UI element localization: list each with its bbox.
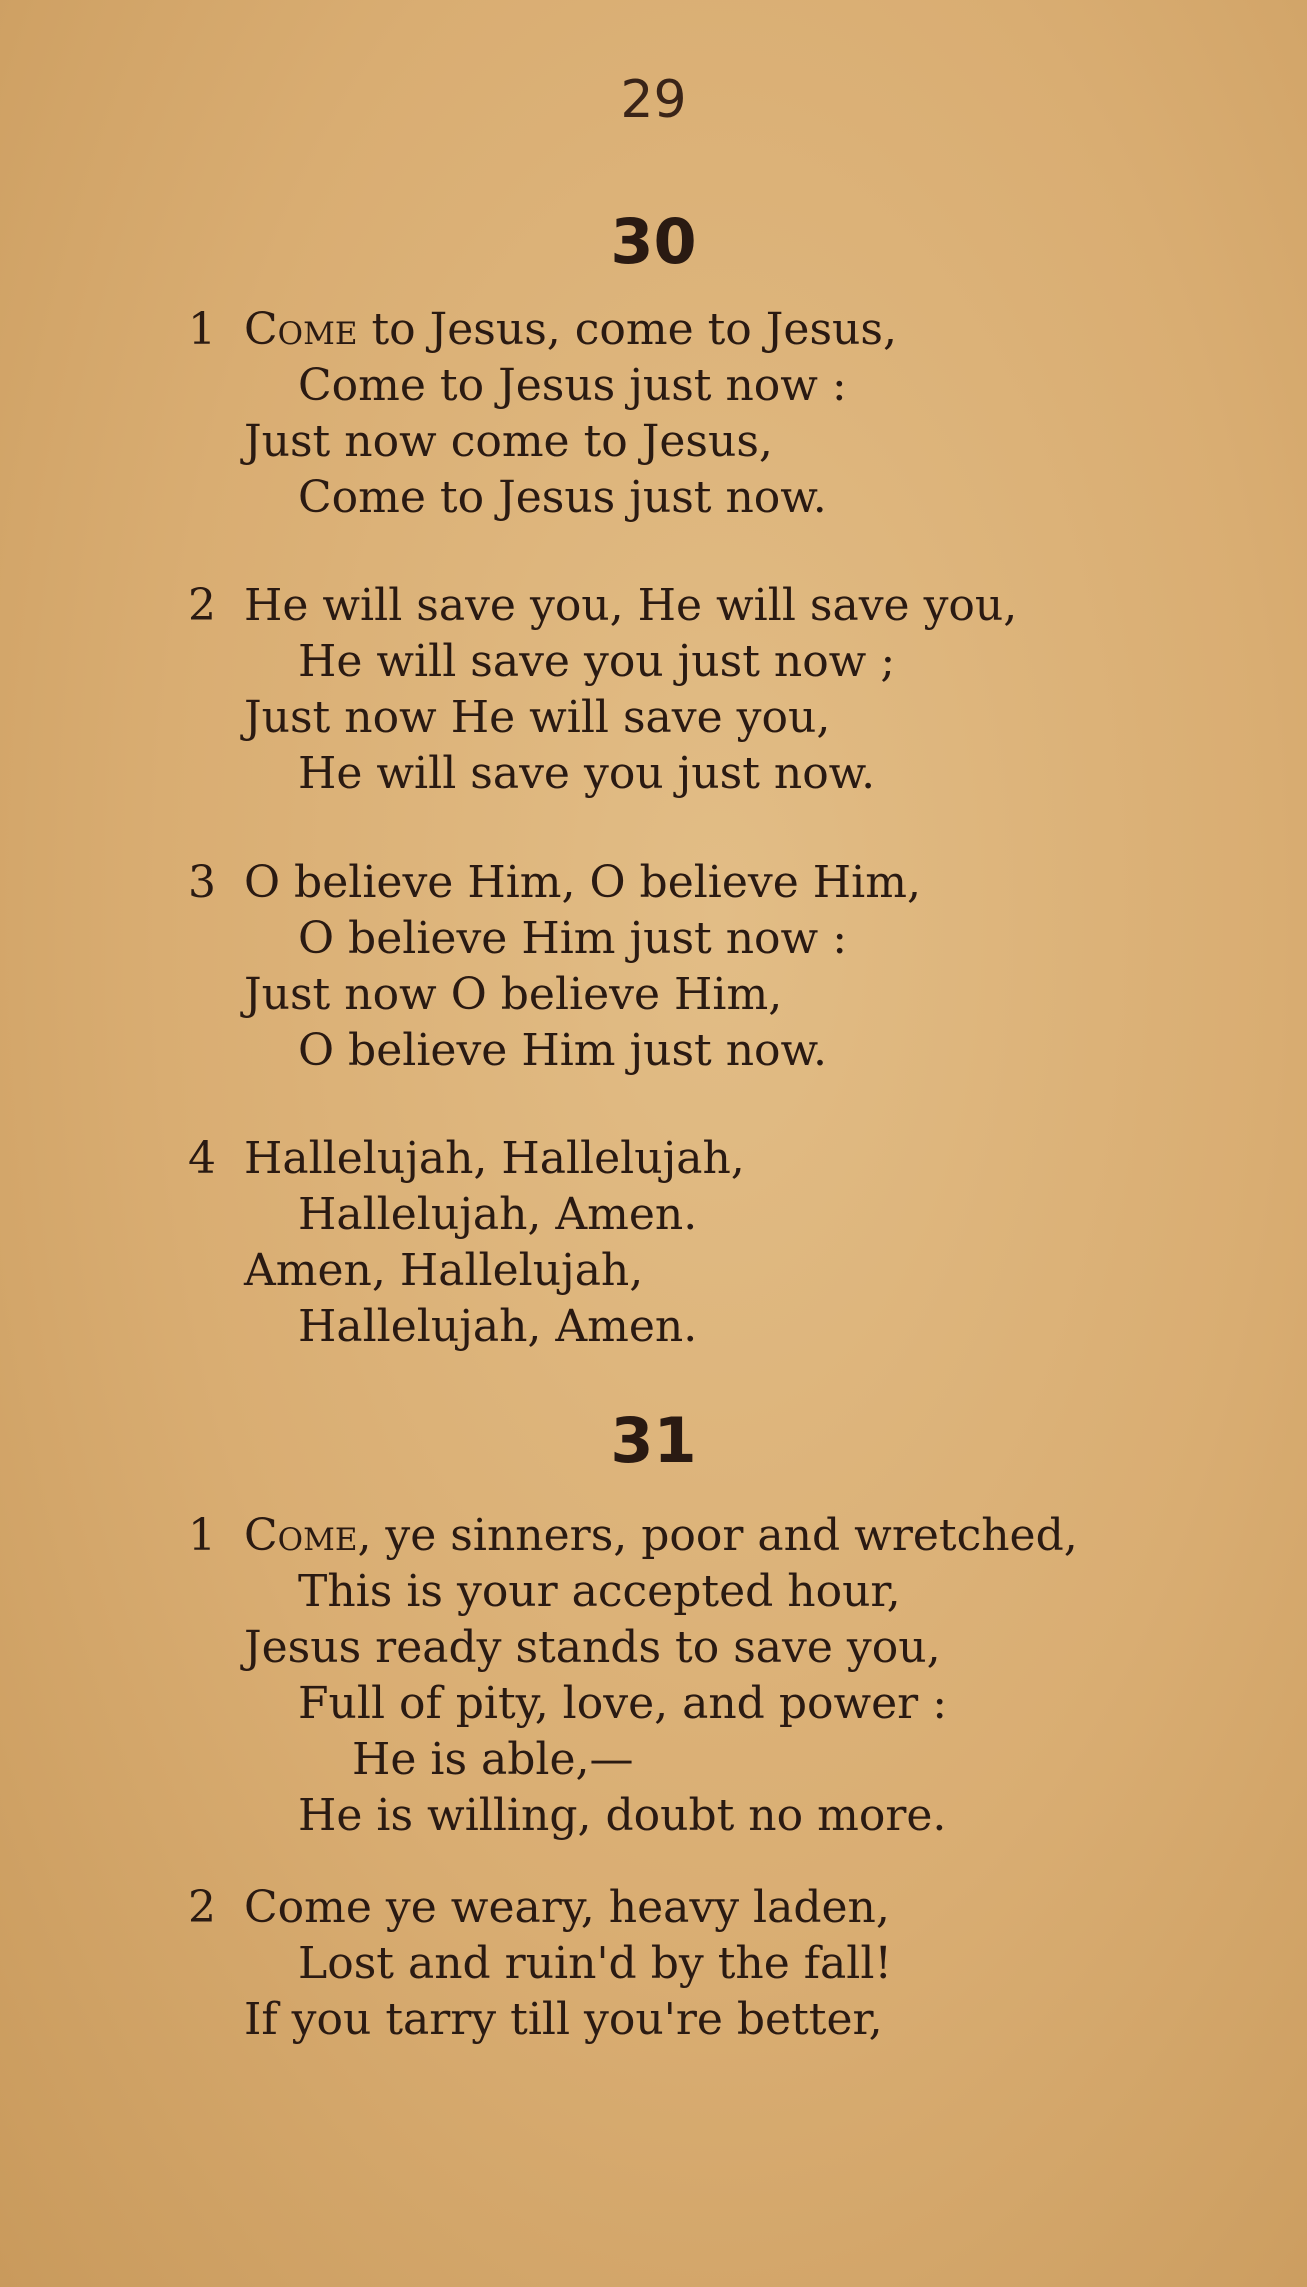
verse-line: This is your accepted hour, — [298, 1566, 901, 1617]
verse-line: Hallelujah, Amen. — [298, 1301, 698, 1352]
verse-line: Come to Jesus just now : — [298, 360, 847, 411]
verse-line: Just now come to Jesus, — [244, 416, 773, 467]
verse-line: He is able,— — [352, 1734, 634, 1785]
verse-line: O believe Him just now : — [298, 913, 848, 964]
verse-first-word: Come — [244, 1510, 358, 1561]
verse-line: Hallelujah, Amen. — [298, 1189, 698, 1240]
verse-line: Just now O believe Him, — [244, 969, 783, 1020]
verse-line: He will save you, He will save you, — [244, 580, 1018, 631]
verse-number: 2 — [188, 580, 216, 631]
hymn-number: 30 — [610, 205, 697, 278]
verse-line: He will save you just now ; — [298, 636, 896, 687]
verse-number: 1 — [188, 304, 216, 355]
verse-line: Just now He will save you, — [244, 692, 831, 743]
verse-line: Come to Jesus just now. — [298, 472, 827, 523]
verse-line: Jesus ready stands to save you, — [244, 1622, 941, 1673]
page-number: 29 — [620, 70, 687, 130]
verse-line: Lost and ruin'd by the fall! — [298, 1938, 893, 1989]
verse-number: 4 — [188, 1133, 216, 1184]
verse-first-word: Come — [244, 304, 358, 355]
verse-line: He is willing, doubt no more. — [298, 1790, 947, 1841]
verse-line: Full of pity, love, and power : — [298, 1678, 948, 1729]
verse-line: He will save you just now. — [298, 748, 876, 799]
verse-number: 3 — [188, 857, 216, 908]
verse-line — [244, 302, 897, 358]
verse-line-text: , ye sinners, poor and wretched, — [357, 1510, 1078, 1561]
verse-line-text: to Jesus, come to Jesus, — [357, 304, 897, 355]
verse-number: 1 — [188, 1510, 216, 1561]
verse-line: If you tarry till you're better, — [244, 1994, 883, 2045]
verse-number: 2 — [188, 1882, 216, 1933]
verse-line: O believe Him, O believe Him, — [244, 857, 921, 908]
verse-line — [244, 1508, 1078, 1564]
hymn-number: 31 — [610, 1404, 697, 1477]
verse-line: Hallelujah, Hallelujah, — [244, 1133, 745, 1184]
verse-line: Amen, Hallelujah, — [244, 1245, 644, 1296]
verse-line: O believe Him just now. — [298, 1025, 827, 1076]
verse-line: Come ye weary, heavy laden, — [244, 1882, 890, 1933]
